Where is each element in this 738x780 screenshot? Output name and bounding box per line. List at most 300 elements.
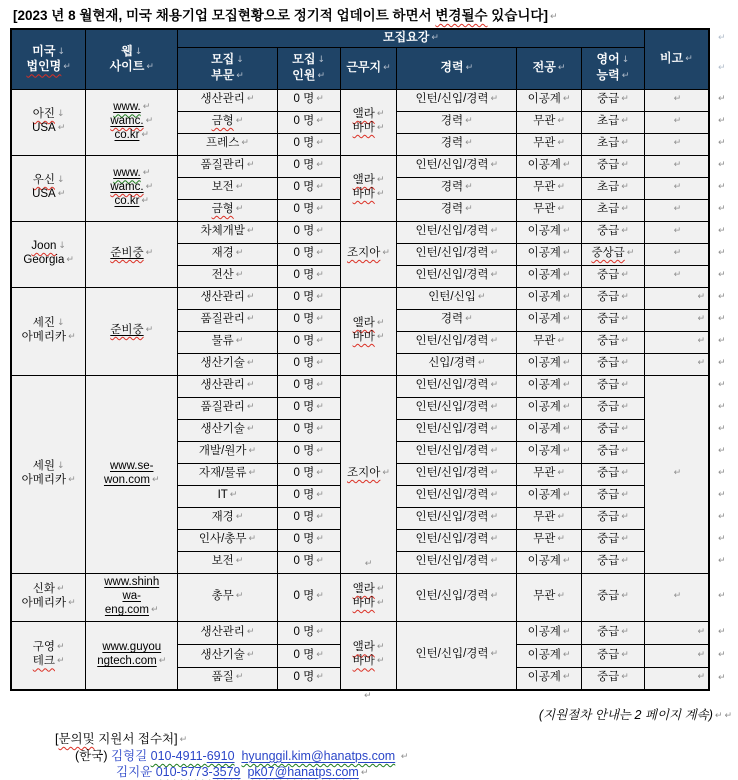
row-end-paragraph-mark: ↵: [718, 402, 726, 413]
website-cell[interactable]: www.guyou: [102, 641, 162, 654]
headcount-cell-line: [279, 590, 339, 604]
formatting-mark: ↵: [382, 468, 390, 479]
website-cell-underline[interactable]: [122, 590, 141, 602]
career-cell: 인턴/신입: [428, 291, 476, 304]
division-cell: [178, 463, 278, 485]
career-cell: [397, 199, 517, 221]
major-cell: [517, 441, 582, 463]
website-cell: [86, 287, 178, 375]
formatting-mark: ↵: [235, 591, 244, 602]
formatting-mark: ↵: [465, 204, 473, 215]
website-cell[interactable]: ngtech.com: [97, 655, 157, 668]
header-division-line: [179, 52, 276, 68]
formatting-mark: ↵: [316, 160, 324, 171]
major-cell-line: [518, 225, 580, 239]
row-end-mark-cell: [709, 667, 737, 690]
career-cell-line: [398, 590, 515, 604]
note-paragraph-mark: ↵: [697, 336, 706, 347]
major-cell: [517, 111, 582, 133]
career-cell-line: [398, 648, 515, 662]
formatting-mark: ↵: [621, 556, 629, 567]
career-cell-line: [398, 379, 515, 393]
division-cell: [178, 199, 278, 221]
career-cell: [397, 89, 517, 111]
major-cell-line: [518, 649, 580, 663]
major-cell-line: [518, 555, 580, 569]
row-end-paragraph-mark: ↵: [718, 138, 726, 149]
division-cell: [178, 485, 278, 507]
title-text: 있습니다]: [487, 8, 548, 23]
english-cell-line: [583, 225, 643, 239]
english-cell: 중급: [596, 671, 620, 684]
contact-phone: 010-4911-: [150, 749, 207, 763]
division-cell: [178, 155, 278, 177]
headcount-cell: 0 명: [293, 181, 315, 194]
company-cell-line: [13, 641, 84, 655]
header-location-line: [342, 60, 396, 76]
company-cell-line: [13, 655, 84, 669]
formatting-mark: ↵: [141, 195, 149, 206]
formatting-mark: ↵: [57, 123, 66, 133]
table-row: [11, 573, 737, 621]
formatting-mark: ↵: [57, 656, 65, 667]
division-cell-line: [179, 357, 276, 371]
division-cell-line: [179, 379, 276, 393]
formatting-mark: ↵: [316, 490, 324, 501]
major-cell: [517, 221, 582, 243]
row-end-paragraph-mark: ↵: [718, 446, 726, 457]
row-end-paragraph-mark: ↵: [718, 380, 726, 391]
major-cell-line: [518, 159, 580, 173]
location-cell-line: [342, 641, 396, 655]
formatting-mark: ↵: [562, 160, 571, 171]
career-cell: [397, 331, 517, 353]
headcount-cell: 0 명: [293, 401, 315, 414]
headcount-cell-line: [279, 313, 339, 327]
major-cell: 이공계: [527, 269, 561, 282]
website-cell-underline[interactable]: [113, 101, 140, 113]
company-cell-line: [13, 188, 84, 202]
website-cell[interactable]: wamc.: [110, 115, 144, 128]
division-cell-line: [179, 649, 276, 663]
formatting-mark: ↵: [562, 402, 571, 413]
english-cell-line: [583, 379, 643, 393]
headcount-cell-line: [279, 247, 339, 261]
formatting-mark: ↵: [360, 768, 369, 778]
major-cell: 이공계: [527, 379, 561, 392]
row-end-mark-cell: [709, 177, 737, 199]
english-cell-line: [583, 269, 643, 283]
contact-email-link[interactable]: hyunggil.kim@hanatps.com: [241, 749, 396, 763]
career-cell-line: [398, 291, 515, 305]
english-cell: [581, 375, 644, 397]
row-end-mark-cell: [709, 111, 737, 133]
formatting-mark: ↵: [562, 380, 571, 391]
career-cell-line: [398, 357, 515, 371]
website-cell-underline[interactable]: [105, 604, 149, 616]
formatting-mark: ↵: [621, 446, 629, 457]
english-cell: [581, 89, 644, 111]
row-end-paragraph-mark: ↵: [718, 204, 726, 215]
website-cell-underline[interactable]: [115, 195, 140, 207]
website-cell-line: [87, 641, 176, 655]
division-cell-line: [179, 335, 276, 349]
formatting-mark: ↵: [714, 711, 723, 721]
header-website: [86, 29, 178, 89]
row-end-paragraph-mark: ↵: [718, 292, 726, 303]
english-cell: [581, 221, 644, 243]
location-cell: [340, 155, 397, 221]
english-cell-line: [583, 357, 643, 371]
website-cell[interactable]: co.kr: [114, 128, 140, 141]
headcount-cell: [277, 507, 340, 529]
formatting-mark: ↵: [557, 63, 566, 74]
location-cell-line: [342, 331, 396, 345]
formatting-mark: ↵: [376, 656, 385, 667]
formatting-mark: ↵: [490, 424, 499, 435]
website-cell-underline[interactable]: [110, 181, 143, 193]
major-cell: [517, 331, 582, 353]
header-division-line: [179, 68, 276, 84]
english-cell: [581, 309, 644, 331]
header-location: [340, 47, 397, 89]
headcount-cell: 0 명: [293, 648, 315, 661]
note-paragraph-mark: ↵: [697, 672, 706, 683]
header-division: 부문: [211, 68, 235, 82]
formatting-mark: ↵: [621, 71, 630, 81]
row-end-paragraph-mark: ↵: [718, 591, 726, 602]
header-major: 전공: [532, 60, 556, 75]
header-english: 영어: [596, 52, 620, 67]
header-requirements-group-line: [179, 30, 643, 46]
formatting-mark: ↵: [621, 116, 629, 127]
company-cell: 테크: [32, 655, 55, 668]
company-cell: [11, 375, 86, 573]
contact-email-link-underline[interactable]: [241, 749, 395, 763]
headcount-cell-line: [279, 291, 339, 305]
division-cell: 재경: [211, 247, 234, 260]
english-cell: [581, 133, 644, 155]
row-end-paragraph-mark: ↵: [718, 512, 726, 523]
website-cell[interactable]: 준비중: [110, 324, 144, 337]
row-end-mark-cell: [709, 507, 737, 529]
headcount-cell-line: [279, 511, 339, 525]
division-cell: [178, 573, 278, 621]
formatting-mark: ↵: [142, 102, 151, 113]
formatting-mark: ↓: [57, 46, 66, 57]
location-cell: [340, 89, 397, 155]
major-cell: 이공계: [527, 423, 561, 436]
career-cell: [397, 221, 517, 243]
division-cell: [178, 419, 278, 441]
division-cell: [178, 221, 278, 243]
headcount-cell: [277, 463, 340, 485]
row-end-mark-cell: [709, 287, 737, 309]
location-cell-line: [342, 108, 396, 122]
title-paragraph-mark: ↵: [549, 12, 558, 22]
division-cell: 생산관리: [200, 379, 245, 392]
row-end-mark-cell: [709, 29, 737, 47]
row-end-mark-cell: [709, 621, 737, 644]
headcount-cell-line: [279, 489, 339, 503]
headcount-cell: 0 명: [293, 511, 315, 524]
company-cell-line: [13, 240, 84, 254]
english-cell-line: [583, 511, 643, 525]
location-cell: 바마: [352, 331, 375, 343]
formatting-mark: ↵: [621, 292, 629, 303]
english-cell: [581, 419, 644, 441]
division-cell-line: [179, 489, 276, 503]
division-cell-line: [179, 467, 276, 481]
headcount-cell-line: [279, 626, 339, 640]
website-cell: [86, 375, 178, 573]
major-cell: [517, 199, 582, 221]
career-cell: 인턴/신입/경력: [415, 335, 489, 348]
website-cell-underline[interactable]: [110, 324, 143, 336]
headcount-cell: 0 명: [293, 335, 315, 348]
website-cell[interactable]: co.kr: [114, 194, 140, 207]
division-cell-line: [179, 626, 276, 640]
english-cell: [581, 331, 644, 353]
formatting-mark: ↵: [57, 584, 65, 595]
formatting-mark: ↵: [490, 534, 499, 545]
header-division: [178, 47, 278, 89]
major-cell: [517, 551, 582, 573]
formatting-mark: ↵: [557, 512, 565, 523]
career-cell-line: [398, 511, 515, 525]
formatting-mark: ↵: [562, 292, 571, 303]
note-cell: [644, 221, 709, 243]
header-company: 미국: [32, 43, 56, 58]
formatting-mark: ↵: [376, 642, 385, 653]
formatting-mark: ↵: [316, 446, 324, 457]
major-cell: [517, 353, 582, 375]
row-end-mark-cell: [709, 243, 737, 265]
english-cell: 중급: [596, 445, 620, 458]
headcount-cell-line: [279, 335, 339, 349]
division-cell: 재경: [211, 511, 234, 524]
formatting-mark: ↵: [490, 380, 499, 391]
row-end-paragraph-mark: ↵: [718, 672, 726, 683]
header-note: 비고: [660, 51, 684, 66]
career-cell: 인턴/신입/경력: [415, 445, 489, 458]
formatting-mark: ↵: [316, 94, 324, 105]
major-cell: 이공계: [527, 225, 561, 238]
website-cell-line: [87, 129, 176, 143]
website-cell-underline[interactable]: [113, 167, 140, 179]
website-cell-underline[interactable]: [110, 247, 143, 259]
note-cell: [644, 155, 709, 177]
division-cell: [178, 309, 278, 331]
major-cell: 이공계: [527, 401, 561, 414]
formatting-mark: ↵: [562, 314, 571, 325]
company-cell: 세원: [32, 460, 55, 473]
formatting-mark: ↵: [68, 598, 76, 608]
location-cell-line: [342, 247, 396, 261]
english-cell: 중상급: [591, 247, 625, 260]
headcount-cell: [277, 667, 340, 690]
formatting-mark: ↵: [477, 292, 486, 303]
note-cell: [644, 287, 709, 309]
headcount-cell: 0 명: [293, 137, 315, 150]
row-end-mark-cell: [709, 331, 737, 353]
formatting-mark: ↵: [246, 226, 255, 237]
english-cell: 중급: [596, 489, 620, 502]
website-cell[interactable]: www.: [113, 167, 141, 180]
career-cell: 경력: [440, 313, 464, 326]
header-major: [517, 47, 582, 89]
note-paragraph-mark: ↵: [673, 182, 682, 193]
headcount-cell-line: [279, 401, 339, 415]
career-cell: 인턴/신입/경력: [415, 533, 489, 546]
formatting-mark: ↵: [376, 175, 385, 186]
major-cell: 이공계: [527, 291, 561, 304]
title-text: [2023 년 8 월현재, 미국 채용기업 모집현황으로 정기적 업데이트 하면서: [13, 8, 436, 23]
formatting-mark: ↵: [626, 248, 635, 259]
website-cell-underline[interactable]: [104, 576, 159, 588]
english-cell: [581, 573, 644, 621]
headcount-cell: [277, 265, 340, 287]
formatting-mark: ↵: [685, 54, 693, 65]
formatting-mark: ↵: [248, 446, 257, 457]
english-cell-line: [583, 181, 643, 195]
website-cell-underline[interactable]: [104, 474, 150, 486]
row-end-mark-cell: [709, 309, 737, 331]
website-cell[interactable]: won.com: [103, 474, 150, 486]
major-cell-line: [518, 291, 580, 305]
english-cell: 중급: [596, 511, 620, 524]
formatting-mark: ↵: [146, 62, 154, 73]
formatting-mark: ↵: [316, 512, 324, 523]
career-cell-line: [398, 115, 515, 129]
row-end-paragraph-mark: ↵: [718, 33, 726, 44]
headcount-cell-line: [279, 137, 339, 151]
formatting-mark: ↵: [376, 318, 385, 329]
website-cell-line: [87, 181, 176, 195]
english-cell: 중급: [596, 625, 620, 638]
headcount-cell: [277, 551, 340, 573]
formatting-mark: ↵: [562, 556, 571, 567]
english-cell-line: [583, 533, 643, 547]
contact-email-link[interactable]: pk07@hanatps.com: [247, 765, 359, 779]
formatting-mark: ↵: [562, 270, 571, 281]
location-cell: [340, 287, 397, 375]
website-cell[interactable]: www.se-: [110, 460, 154, 473]
headcount-cell: [277, 331, 340, 353]
company-cell: [11, 621, 86, 690]
formatting-mark: ↵: [141, 129, 149, 140]
career-cell: 인턴/신입/경력: [415, 467, 489, 480]
english-cell-line: [583, 159, 643, 173]
headcount-cell: [277, 419, 340, 441]
row-end-paragraph-mark: ↵: [718, 556, 726, 567]
formatting-mark: ↵: [490, 336, 499, 347]
website-cell-line: [87, 167, 176, 181]
major-cell: 이공계: [527, 555, 561, 568]
website-cell[interactable]: www.shinh: [104, 576, 160, 589]
website-cell[interactable]: www.: [113, 101, 141, 114]
division-cell: [178, 667, 278, 690]
note-paragraph-mark: ↵: [673, 468, 682, 479]
major-cell-line: [518, 423, 580, 437]
website-cell-line: [87, 604, 176, 618]
career-cell: [397, 419, 517, 441]
formatting-mark: ↓: [134, 46, 143, 57]
website-cell[interactable]: wa-: [122, 590, 141, 603]
formatting-mark: ↵: [490, 556, 499, 567]
formatting-mark: ↵: [562, 490, 571, 501]
career-cell: 인턴/신입/경력: [415, 401, 489, 414]
career-cell: 인턴/신입/경력: [415, 489, 489, 502]
division-cell: 인사/총무: [198, 533, 247, 546]
note-cell: [644, 89, 709, 111]
major-cell: 이공계: [527, 93, 561, 106]
website-cell-underline[interactable]: [115, 129, 140, 141]
major-cell: 이공계: [527, 313, 561, 326]
location-cell: 바마: [352, 188, 375, 200]
major-cell: [517, 177, 582, 199]
formatting-mark: ↵: [562, 626, 571, 637]
row-end-paragraph-mark: ↵: [718, 358, 726, 369]
english-cell: [581, 155, 644, 177]
english-cell-line: [583, 467, 643, 481]
website-cell[interactable]: eng.com: [104, 603, 150, 616]
website-cell[interactable]: 준비중: [110, 247, 144, 260]
note-cell: [644, 111, 709, 133]
division-cell: 생산기술: [200, 357, 245, 370]
formatting-mark: ↵: [68, 475, 76, 485]
formatting-mark: ↵: [490, 490, 499, 501]
formatting-mark: ↓: [57, 461, 65, 472]
english-cell: 초급: [596, 137, 620, 150]
website-cell-underline[interactable]: [102, 641, 161, 653]
company-cell-line: [13, 174, 84, 188]
row-end-paragraph-mark: ↵: [718, 63, 726, 74]
formatting-mark: ↵: [621, 314, 629, 325]
headcount-cell: 0 명: [293, 269, 315, 282]
division-cell: IT: [217, 489, 228, 502]
formatting-mark: ↵: [621, 591, 629, 602]
website-cell-underline[interactable]: [110, 460, 153, 472]
division-cell-line: [179, 671, 276, 685]
website-cell-underline[interactable]: [97, 655, 156, 667]
career-cell: [397, 353, 517, 375]
english-cell-line: [583, 137, 643, 151]
headcount-cell: 0 명: [293, 379, 315, 392]
division-cell: 보전: [211, 555, 234, 568]
major-cell-line: [518, 533, 580, 547]
headcount-cell: 0 명: [293, 555, 315, 568]
career-cell-line: [398, 159, 515, 173]
website-cell-underline[interactable]: [110, 115, 143, 127]
formatting-mark: ↵: [490, 446, 499, 457]
formatting-mark: ↵: [562, 446, 571, 457]
formatting-mark: ↵: [557, 138, 565, 149]
formatting-mark: ↵: [246, 626, 255, 637]
website-cell[interactable]: wamc.: [110, 181, 144, 194]
career-cell: 경력: [440, 137, 464, 150]
formatting-mark: ↵: [246, 292, 255, 303]
table-row: [11, 155, 737, 177]
major-cell: [517, 287, 582, 309]
headcount-cell: [277, 177, 340, 199]
major-cell: 무관: [533, 533, 556, 546]
company-cell: 아진: [32, 108, 55, 121]
formatting-mark: ↵: [246, 402, 255, 413]
major-cell: [517, 133, 582, 155]
company-cell: USA: [32, 188, 56, 200]
formatting-mark: ↵: [145, 116, 154, 127]
